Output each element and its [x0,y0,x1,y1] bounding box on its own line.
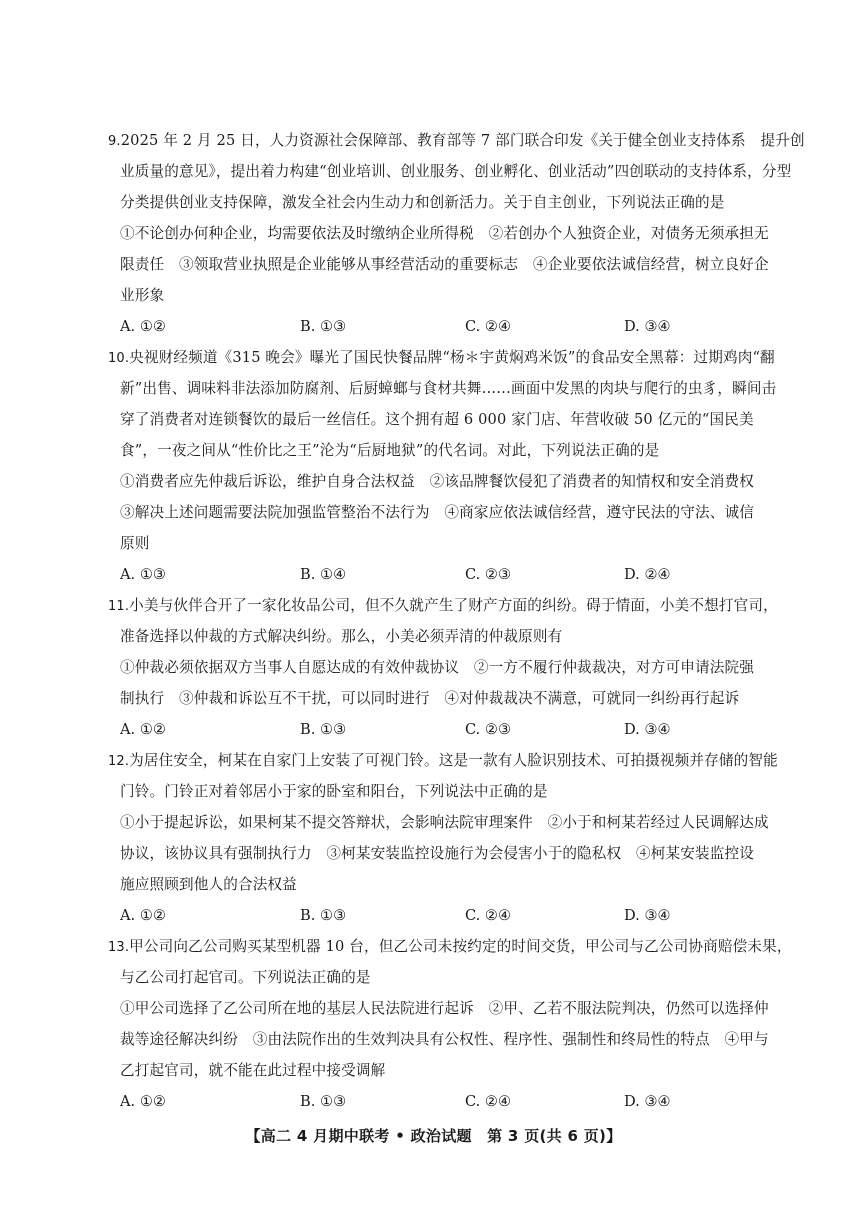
question-12-choice-d[interactable]: D. ③④ [624,907,671,924]
question-10-choice-d[interactable]: D. ②④ [624,566,671,583]
question-12-statement-line-2: 协议，该协议具有强制执行力 ③柯某安装监控设施行为会侵害小于的隐私权 ④柯某安装监控设 [120,845,754,862]
question-13-statement-line-2: 裁等途径解决纠纷 ③由法院作出的生效判决具有公权性、程序性、强制性和终局性的特点 ④甲与 [120,1031,769,1048]
question-10-choice-b[interactable]: B. ①④ [300,566,347,583]
question-10-stem-line-1: 10.央视财经频道《315 晚会》曝光了国民快餐品牌“杨＊宇黄焖鸡米饭”的食品安全黑幕：过期鸡肉“翻 [108,349,775,366]
question-9-choice-c[interactable]: C. ②④ [465,318,512,335]
question-9-choice-a[interactable]: A. ①② [120,318,166,335]
question-11-statement-line-2: 制执行 ③仲裁和诉讼互不干扰，可以同时进行 ④对仲裁裁决不满意，可就同一纠纷再行起诉 [120,690,740,707]
question-13-stem-line-1: 13.甲公司向乙公司购买某型机器 10 台，但乙公司未按约定的时间交货，甲公司与乙公司协商赔偿未果， [108,938,792,955]
question-10-statement-line-2: ③解决上述问题需要法院加强监管整治不法行为 ④商家应依法诚信经营，遵守民法的守法、诚信 [120,504,754,521]
question-9-statement-line-2: 限责任 ③领取营业执照是企业能够从事经营活动的重要标志 ④企业要依法诚信经营，树立良好企 [120,256,769,273]
question-10-choice-a[interactable]: A. ①③ [120,566,166,583]
question-13-choice-b[interactable]: B. ①③ [300,1093,347,1110]
question-9-stem-line-3: 分类提供创业支持保障，激发全社会内生动力和创新活力。关于自主创业，下列说法正确的是 [120,194,725,211]
question-12-statement-line-1: ①小于提起诉讼，如果柯某不提交答辩状，会影响法院审理案件 ②小于和柯某若经过人民调解达成 [120,814,769,831]
question-11-statement-line-1: ①仲裁必须依据双方当事人自愿达成的有效仲裁协议 ②一方不履行仲裁裁决，对方可申请法院强 [120,659,754,676]
question-11-stem-line-2: 准备选择以仲裁的方式解决纠纷。那么，小美必须弄清的仲裁原则有 [120,628,563,645]
question-13-choice-c[interactable]: C. ②④ [465,1093,512,1110]
question-13-choice-a[interactable]: A. ①② [120,1093,166,1110]
question-10-stem-line-2: 新”出售、调味料非法添加防腐剂、后厨蟑螂与食材共舞……画面中发黑的肉块与爬行的虫豸，瞬间击 [120,380,777,397]
question-9-choice-b[interactable]: B. ①③ [300,318,347,335]
question-11-stem-line-1: 11.小美与伙伴合开了一家化妆品公司，但不久就产生了财产方面的纠纷。碍于情面，小美不想打官司， [108,597,778,614]
question-10-choice-c[interactable]: C. ②③ [465,566,512,583]
question-11-choice-a[interactable]: A. ①② [120,721,166,738]
question-12-statement-line-3: 施应照顾到他人的合法权益 [120,876,297,893]
question-12-choice-b[interactable]: B. ①③ [300,907,347,924]
question-11-choice-c[interactable]: C. ②③ [465,721,512,738]
question-13-stem-line-2: 与乙公司打起官司。下列说法正确的是 [120,969,371,986]
question-11-choice-d[interactable]: D. ③④ [624,721,671,738]
question-10-number: 10. [108,351,130,366]
question-12-stem-line-2: 门铃。门铃正对着邻居小于家的卧室和阳台，下列说法中正确的是 [120,783,548,800]
question-10-stem-line-3: 穿了消费者对连锁餐饮的最后一丝信任。这个拥有超 6 000 家门店、年营收破 50 亿元的“国民美 [120,411,754,428]
question-9-stem-line-1: 9.2025 年 2 月 25 日，人力资源社会保障部、教育部等 7 部门联合印发《关于健全创业支持体系 提升创 [108,132,805,149]
question-9-choice-d[interactable]: D. ③④ [624,318,671,335]
question-13-statement-line-3: 乙打起官司，就不能在此过程中接受调解 [120,1062,386,1079]
question-10-stem-line-4: 食”，一夜之间从“性价比之王”沦为“后厨地狱”的代名词。对此，下列说法正确的是 [120,442,660,459]
question-12-choice-a[interactable]: A. ①② [120,907,166,924]
question-13-statement-line-1: ①甲公司选择了乙公司所在地的基层人民法院进行起诉 ②甲、乙若不服法院判决，仍然可以选择仲 [120,1000,769,1017]
question-12-number: 12. [108,754,130,769]
question-9-stem-line-2: 业质量的意见》，提出着力构建“创业培训、创业服务、创业孵化、创业活动”四创联动的支持体系，分型 [120,163,792,180]
question-9-number: 9. [108,134,121,149]
question-12-stem-line-1: 12.为居住安全，柯某在自家门上安装了可视门铃。这是一款有人脸识别技术、可拍摄视频并存储的智能 [108,752,778,769]
question-10-statement-line-1: ①消费者应先仲裁后诉讼，维护自身合法权益 ②该品牌餐饮侵犯了消费者的知情权和安全消费权 [120,473,754,490]
question-11-number: 11. [108,599,130,614]
question-11-choice-b[interactable]: B. ①③ [300,721,347,738]
page-footer: 【高二 4 月期中联考 • 政治试题 第 3 页(共 6 页)】 [245,1127,622,1145]
question-9-statement-line-3: 业形象 [120,287,165,304]
question-13-number: 13. [108,940,130,955]
question-13-choice-d[interactable]: D. ③④ [624,1093,671,1110]
question-12-choice-c[interactable]: C. ②④ [465,907,512,924]
question-9-statement-line-1: ①不论创办何种企业，均需要依法及时缴纳企业所得税 ②若创办个人独资企业，对债务无须承担无 [120,225,769,242]
question-10-statement-line-3: 原则 [120,535,150,552]
